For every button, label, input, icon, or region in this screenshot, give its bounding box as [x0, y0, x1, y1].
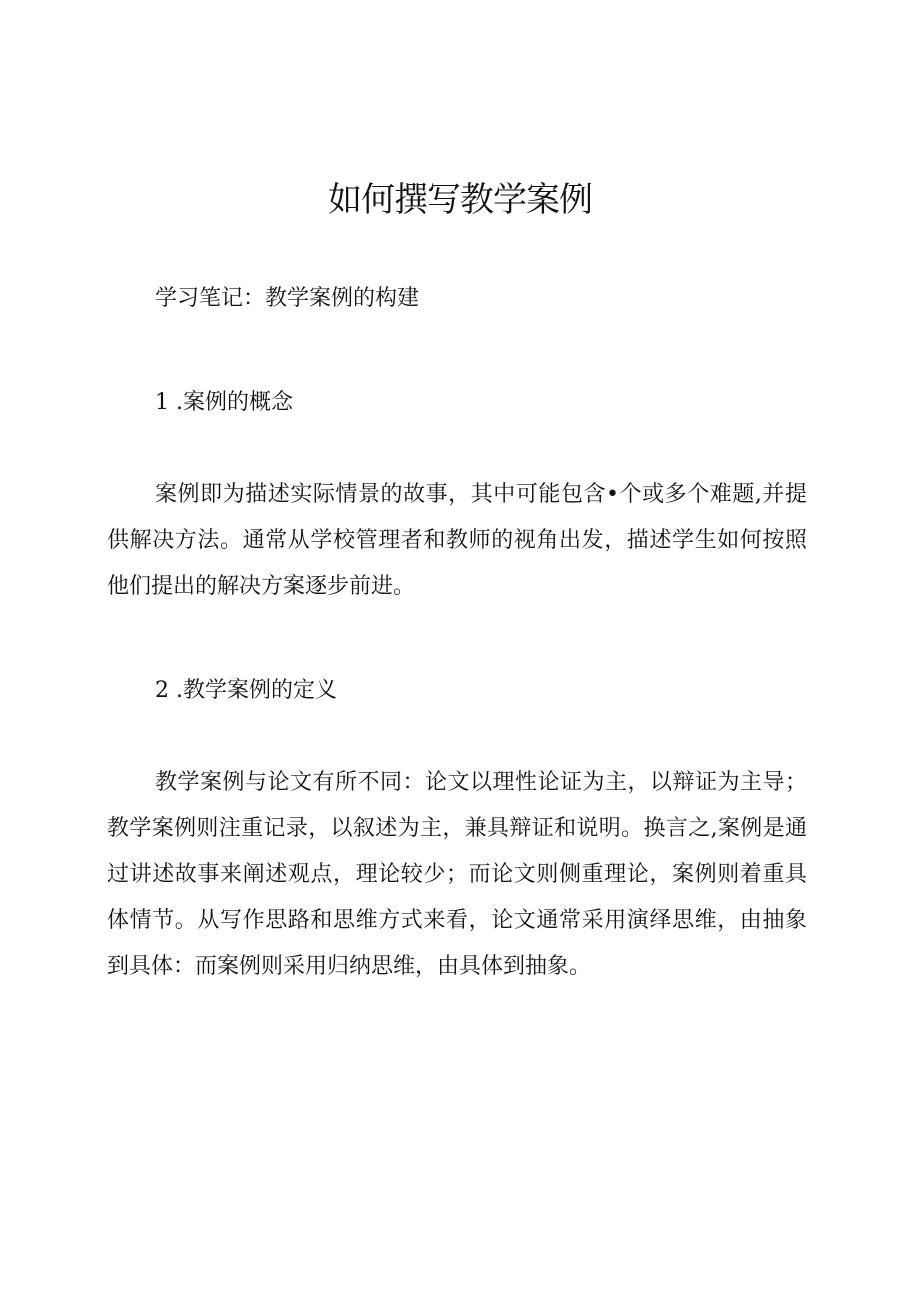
section-1-heading: 1 .案例的概念	[155, 390, 293, 415]
document-subtitle: 学习笔记：教学案例的构建	[155, 286, 420, 311]
section-2-heading: 2 .教学案例的定义	[155, 678, 337, 703]
section-2-paragraph: 教学案例与论文有所不同：论文以理性论证为主，以辩证为主导；教学案例则注重记录，以叙述为主，兼具辩证和说明。换言之,案例是通过讲述故事来阐述观点，理论较少；而论文则侧重理论，案例则着重具体情节。从写作思路和思维方式来看，论文通常采用演绎思维，由抽象到具体：而案例则采用归纳思维，由具体到抽象。	[107, 770, 807, 979]
section-1-paragraph: 案例即为描述实际情景的故事，其中可能包含•个或多个难题,并提供解决方法。通常从学校管理者和教师的视角出发，描述学生如何按照他们提出的解决方案逐步前进。	[107, 482, 807, 599]
document-title: 如何撰写教学案例	[328, 180, 592, 220]
